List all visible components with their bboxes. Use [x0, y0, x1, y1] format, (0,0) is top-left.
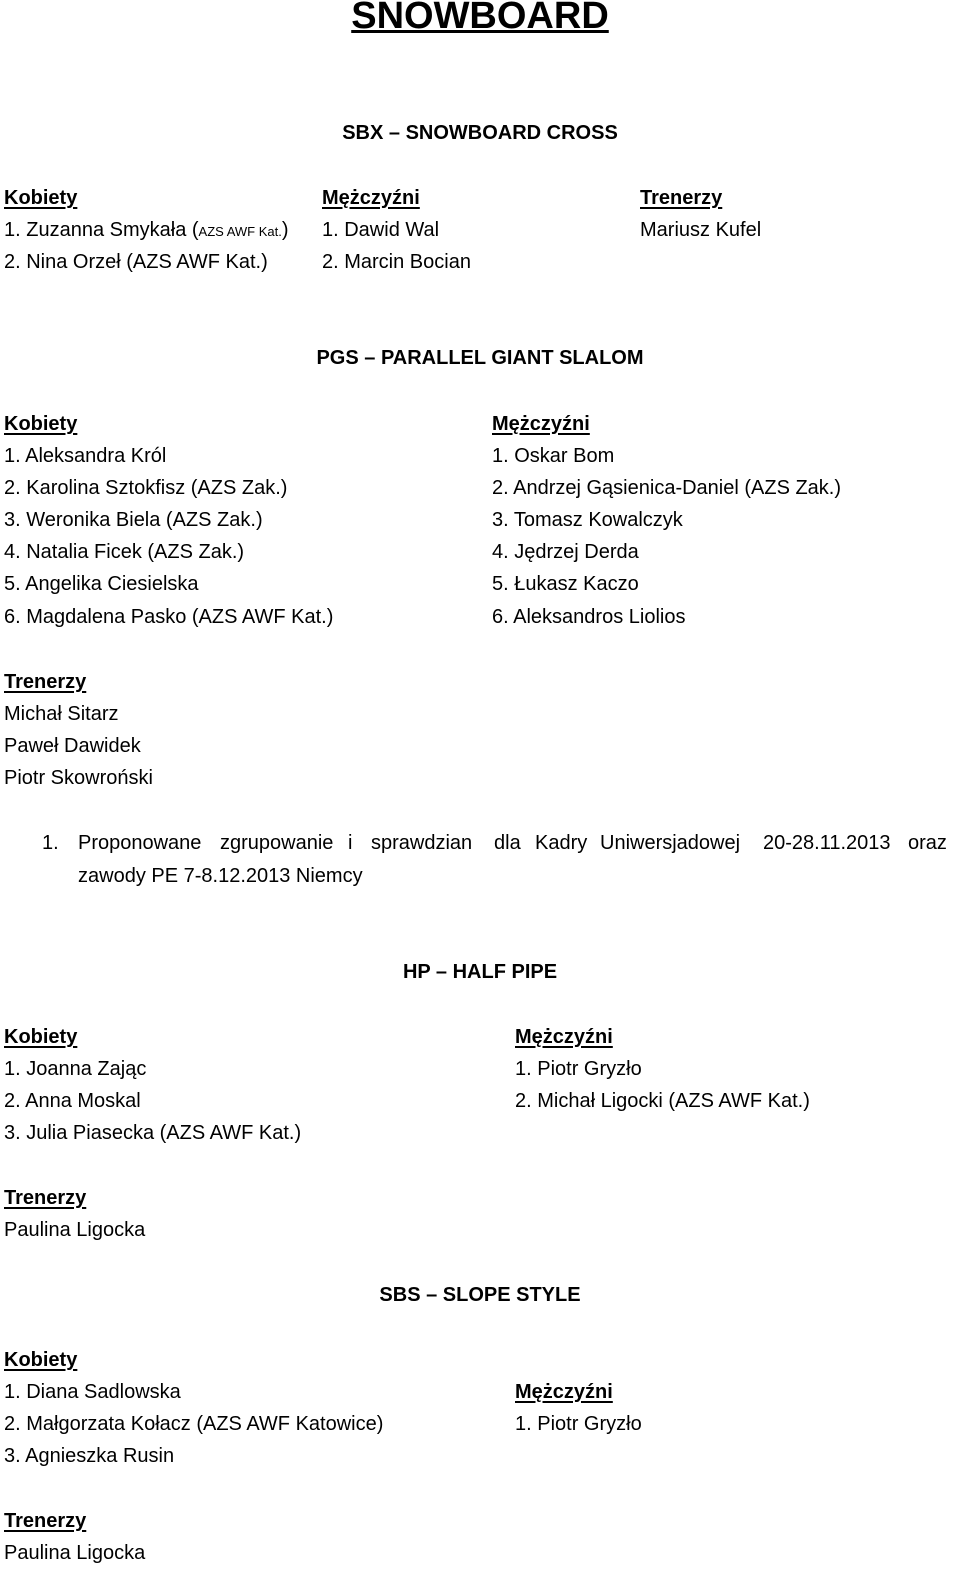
note-word-9: oraz: [908, 832, 947, 854]
sbs-woman-3: 3. Agnieszka Rusin: [4, 1445, 175, 1467]
pgs-woman-6: 6. Magdalena Pasko (AZS AWF Kat.): [4, 606, 334, 628]
sbx-woman-2: 2. Nina Orzeł (AZS AWF Kat.): [4, 251, 268, 273]
pgs-woman-4: 4. Natalia Ficek (AZS Zak.): [4, 541, 245, 563]
pgs-woman-3: 3. Weronika Biela (AZS Zak.): [4, 509, 263, 531]
hp-women-header: Kobiety: [4, 1026, 78, 1048]
sbs-coach-header: Trenerzy: [4, 1510, 87, 1532]
pgs-man-4: 4. Jędrzej Derda: [492, 541, 639, 563]
pgs-man-6: 6. Aleksandros Liolios: [492, 606, 686, 628]
page-title: SNOWBOARD: [351, 0, 609, 37]
pgs-coach-1: Michał Sitarz: [4, 703, 119, 725]
pgs-woman-5: 5. Angelika Ciesielska: [4, 573, 199, 595]
sbx-coach-1: Mariusz Kufel: [640, 219, 762, 241]
sbs-men-header: Mężczyźni: [515, 1381, 613, 1403]
pgs-women-header: Kobiety: [4, 413, 78, 435]
pgs-heading: PGS – PARALLEL GIANT SLALOM: [316, 347, 644, 369]
sbx-coach-header: Trenerzy: [640, 187, 723, 209]
note-word-7: Uniwersjadowej: [600, 832, 741, 854]
pgs-man-3: 3. Tomasz Kowalczyk: [492, 509, 683, 531]
pgs-woman-2: 2. Karolina Sztokfisz (AZS Zak.): [4, 477, 288, 499]
pgs-men-header: Mężczyźni: [492, 413, 590, 435]
sbs-coach-1: Paulina Ligocka: [4, 1542, 146, 1564]
hp-coach-header: Trenerzy: [4, 1187, 87, 1209]
note-word-3: i: [348, 832, 353, 854]
sbs-woman-2: 2. Małgorzata Kołacz (AZS AWF Katowice): [4, 1413, 384, 1435]
sbs-heading: SBS – SLOPE STYLE: [379, 1284, 581, 1306]
sbx-men-header: Mężczyźni: [322, 187, 420, 209]
sbs-man-1: 1. Piotr Gryzło: [515, 1413, 642, 1435]
hp-woman-1: 1. Joanna Zając: [4, 1058, 147, 1080]
sbx-woman-1-club: AZS AWF Kat.: [198, 224, 282, 239]
sbx-woman-1-close: ): [281, 219, 289, 241]
hp-woman-3: 3. Julia Piasecka (AZS AWF Kat.): [4, 1122, 302, 1144]
sbx-man-1: 1. Dawid Wal: [322, 219, 440, 241]
sbx-woman-1-name: 1. Zuzanna Smykała (: [4, 219, 199, 241]
sbx-woman-1: [4, 218, 289, 244]
sbx-man-2: 2. Marcin Bocian: [322, 251, 471, 273]
pgs-coach-3: Piotr Skowroński: [4, 767, 153, 789]
pgs-man-2: 2. Andrzej Gąsienica-Daniel (AZS Zak.): [492, 477, 842, 499]
hp-heading: HP – HALF PIPE: [402, 961, 558, 983]
pgs-man-5: 5. Łukasz Kaczo: [492, 573, 639, 595]
hp-men-header: Mężczyźni: [515, 1026, 613, 1048]
sbs-woman-1: 1. Diana Sadlowska: [4, 1381, 181, 1403]
note-word-2: zgrupowanie: [220, 832, 334, 854]
note-word-6: Kadry: [535, 832, 588, 854]
hp-coach-1: Paulina Ligocka: [4, 1219, 146, 1241]
pgs-man-1: 1. Oskar Bom: [492, 445, 615, 467]
hp-woman-2: 2. Anna Moskal: [4, 1090, 141, 1112]
sbx-heading: SBX – SNOWBOARD CROSS: [342, 122, 618, 144]
note-line-2: zawody PE 7-8.12.2013 Niemcy: [78, 865, 363, 887]
sbx-women-header: Kobiety: [4, 187, 78, 209]
note-word-5: dla: [494, 832, 521, 854]
note-word-4: sprawdzian: [371, 832, 473, 854]
hp-man-1: 1. Piotr Gryzło: [515, 1058, 642, 1080]
pgs-coach-2: Paweł Dawidek: [4, 735, 141, 757]
sbs-women-header: Kobiety: [4, 1349, 78, 1371]
hp-man-2: 2. Michał Ligocki (AZS AWF Kat.): [515, 1090, 810, 1112]
note-number: 1.: [42, 832, 59, 854]
note-word-8: 20-28.11.2013: [763, 832, 891, 854]
pgs-coach-header: Trenerzy: [4, 671, 87, 693]
note-word-1: Proponowane: [78, 832, 202, 854]
pgs-woman-1: 1. Aleksandra Król: [4, 445, 167, 467]
